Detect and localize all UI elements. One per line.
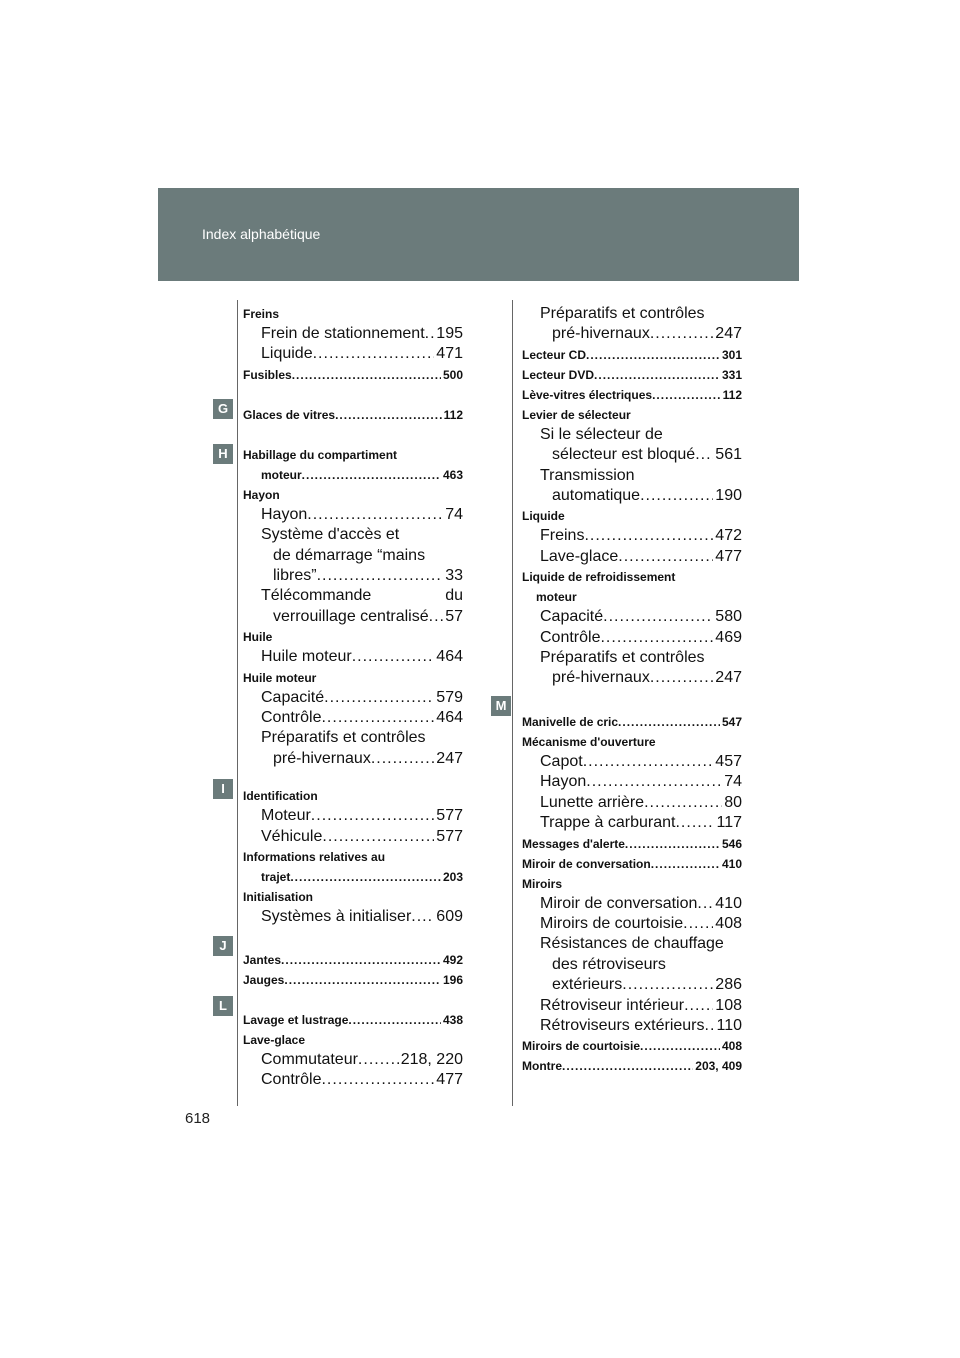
index-entry: Lavage et lustrage ..... 438: [243, 1010, 463, 1030]
index-column-left: [243, 304, 463, 1090]
index-subentry: Capacité ..... 580: [522, 607, 742, 627]
index-entry: Lève-vitres électriques ..... 112: [522, 385, 742, 405]
index-entry: Fusibles ..... 500: [243, 365, 463, 385]
index-heading: Huile moteur: [243, 670, 317, 685]
index-entry: Lecteur CD ..... 301: [522, 345, 742, 365]
index-entry: Miroir de conversation ..... 410: [522, 854, 742, 874]
index-subentry: Liquide ..... 471: [243, 344, 463, 364]
index-entry: Montre ..... 203, 409: [522, 1056, 742, 1076]
section-tab-l: L: [213, 996, 233, 1016]
index-subentry-cont: pré-hivernaux ..... 247: [522, 324, 742, 344]
index-subentry: Commutateur ..... 218, 220: [243, 1050, 463, 1070]
index-subentry: Huile moteur ..... 464: [243, 647, 463, 667]
section-tab-g: G: [213, 399, 233, 419]
index-heading: Hayon: [243, 487, 280, 502]
index-subentry-cont: automatique ..... 190: [522, 486, 742, 506]
section-tab-i: I: [213, 779, 233, 799]
index-subentry: Préparatifs et contrôles: [540, 649, 705, 667]
section-tab-m: M: [491, 696, 511, 716]
index-subentry: Rétroviseur intérieur ..... 108: [522, 996, 742, 1016]
index-entry: Lecteur DVD ..... 331: [522, 365, 742, 385]
index-subentry-cont: verrouillage centralisé ..... 57: [243, 607, 463, 627]
index-entry: Jantes ..... 492: [243, 950, 463, 970]
index-subentry: Trappe à carburant ..... 117: [522, 813, 742, 833]
page-number: 618: [185, 1110, 211, 1127]
section-tab-j: J: [213, 936, 233, 956]
index-subentry: Moteur ..... 577: [243, 806, 463, 826]
index-subentry: Système d'accès et: [261, 526, 400, 544]
index-subentry: Si le sélecteur de: [540, 425, 663, 443]
index-subentry-cont: des rétroviseurs: [552, 955, 666, 973]
index-subentry-cont: pré-hivernaux ..... 247: [522, 668, 742, 688]
index-subentry: Rétroviseurs extérieurs ..... 110: [522, 1016, 742, 1036]
index-heading: Informations relatives au: [243, 850, 386, 865]
index-subentry: Miroirs de courtoisie ..... 408: [522, 914, 742, 934]
column-divider-right: [512, 300, 513, 1106]
index-subentry: Préparatifs et contrôles: [261, 729, 426, 747]
index-subentry-cont: pré-hivernaux ..... 247: [243, 749, 463, 769]
index-subentry: Lunette arrière ..... 80: [522, 793, 742, 813]
index-heading: Mécanisme d'ouverture: [522, 734, 656, 749]
index-subentry: Transmission: [540, 466, 635, 484]
index-subentry-cont: extérieurs ..... 286: [522, 975, 742, 995]
index-subentry: Freins ..... 472: [522, 526, 742, 546]
index-entry: trajet ..... 203: [243, 867, 463, 887]
index-heading: Huile: [243, 630, 273, 645]
index-subentry: Lave-glace ..... 477: [522, 547, 742, 567]
page-header: [158, 188, 799, 281]
index-subentry: Contrôle ..... 469: [522, 628, 742, 648]
index-subentry-cont: de démarrage “mains: [273, 546, 426, 564]
index-heading-cont: moteur: [536, 590, 577, 605]
index-subentry: Résistances de chauffage: [540, 935, 724, 953]
index-heading: Initialisation: [243, 890, 314, 905]
index-column-right: [522, 304, 742, 1076]
column-divider-left: [237, 300, 238, 1106]
index-heading: Lave-glace: [243, 1032, 306, 1047]
index-subentry: Systèmes à initialiser ..... 609: [243, 907, 463, 927]
index-subentry: Véhicule ..... 577: [243, 827, 463, 847]
index-heading: Identification: [243, 789, 318, 804]
index-entry: moteur ..... 463: [243, 465, 463, 485]
index-subentry: Hayon ..... 74: [243, 505, 463, 525]
index-subentry: Capot ..... 457: [522, 752, 742, 772]
index-entry: Glaces de vitres ..... 112: [243, 405, 463, 425]
header-title: Index alphabétique: [202, 226, 321, 242]
index-heading: Liquide: [522, 509, 565, 524]
index-subentry: Miroir de conversation ..... 410: [522, 894, 742, 914]
index-subentry: Frein de stationnement ..... 195: [243, 324, 463, 344]
index-entry: Manivelle de cric ..... 547: [522, 712, 742, 732]
index-subentry-cont: libres” ..... 33: [243, 566, 463, 586]
index-subentry: Préparatifs et contrôles: [540, 305, 705, 322]
section-tab-h: H: [213, 444, 233, 464]
index-subentry: Hayon ..... 74: [522, 772, 742, 792]
index-heading: Freins: [243, 307, 280, 321]
index-subentry-cont: sélecteur est bloqué ..... 561: [522, 445, 742, 465]
index-subentry: Contrôle ..... 477: [243, 1070, 463, 1090]
index-entry: Messages d'alerte ..... 546: [522, 834, 742, 854]
index-heading: Liquide de refroidissement: [522, 570, 676, 585]
index-heading: Miroirs: [522, 876, 563, 891]
index-entry: Miroirs de courtoisie ..... 408: [522, 1036, 742, 1056]
index-heading: Habillage du compartiment: [243, 447, 398, 462]
index-subentry: Capacité ..... 579: [243, 688, 463, 708]
index-subentry: Contrôle ..... 464: [243, 708, 463, 728]
index-subentry: Télécommande du: [261, 587, 463, 605]
index-entry: Jauges ..... 196: [243, 970, 463, 990]
index-heading: Levier de sélecteur: [522, 407, 631, 422]
